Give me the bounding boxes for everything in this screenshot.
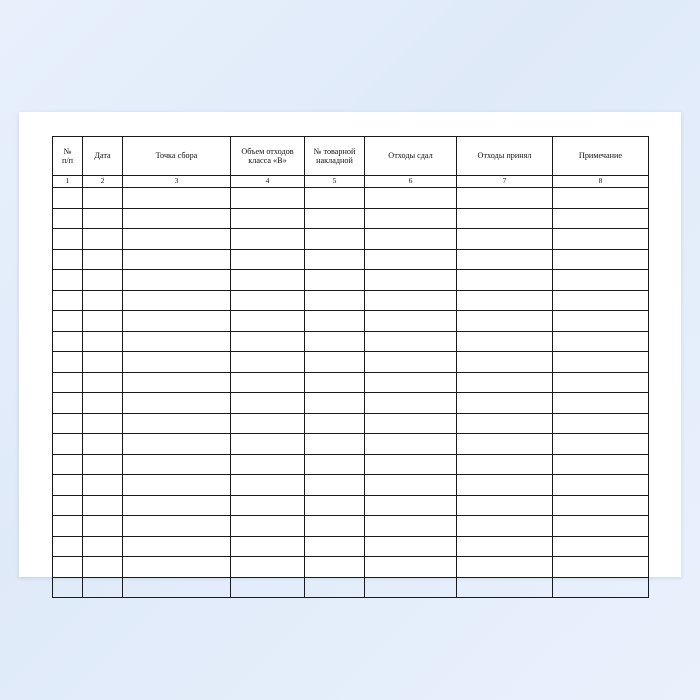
table-cell[interactable] <box>553 413 649 434</box>
table-cell[interactable] <box>123 270 231 291</box>
table-cell[interactable] <box>457 208 553 229</box>
table-cell[interactable] <box>53 352 83 373</box>
table-cell[interactable] <box>553 249 649 270</box>
column-header-waste-received: Отходы принял <box>457 137 553 176</box>
table-cell[interactable] <box>83 229 123 250</box>
table-cell[interactable] <box>53 229 83 250</box>
table-row[interactable] <box>53 249 649 270</box>
table-row[interactable] <box>53 516 649 537</box>
table-cell[interactable] <box>305 290 365 311</box>
table-cell[interactable] <box>83 290 123 311</box>
table-cell[interactable] <box>305 393 365 414</box>
table-cell[interactable] <box>365 249 457 270</box>
table-cell[interactable] <box>365 352 457 373</box>
table-cell[interactable] <box>123 249 231 270</box>
table-cell[interactable] <box>305 229 365 250</box>
table-row[interactable] <box>53 413 649 434</box>
table-cell[interactable] <box>365 434 457 455</box>
table-cell[interactable] <box>53 536 83 557</box>
table-cell[interactable] <box>305 311 365 332</box>
table-cell[interactable] <box>553 495 649 516</box>
table-cell[interactable] <box>231 372 305 393</box>
table-cell[interactable] <box>123 372 231 393</box>
table-cell[interactable] <box>457 311 553 332</box>
table-cell[interactable] <box>365 454 457 475</box>
table-cell[interactable] <box>553 352 649 373</box>
column-header-waste-handed-over: Отходы сдал <box>365 137 457 176</box>
column-header-number-line2: п/п <box>61 156 74 165</box>
table-row[interactable] <box>53 434 649 455</box>
column-header-waste-volume-line1: Объем отходов <box>241 146 294 156</box>
table-cell[interactable] <box>553 372 649 393</box>
table-cell[interactable] <box>231 270 305 291</box>
column-header-waste-volume-line2: класса «В» <box>248 156 287 165</box>
table-cell[interactable] <box>231 577 305 598</box>
column-number-cell: 6 <box>365 176 457 188</box>
table-cell[interactable] <box>365 270 457 291</box>
column-number-cell: 7 <box>457 176 553 188</box>
waste-journal-table <box>52 136 649 598</box>
table-cell[interactable] <box>231 229 305 250</box>
table-cell[interactable] <box>53 516 83 537</box>
table-cell[interactable] <box>553 270 649 291</box>
table-cell[interactable] <box>365 331 457 352</box>
table-cell[interactable] <box>123 393 231 414</box>
table-cell[interactable] <box>305 434 365 455</box>
column-header-remarks: Примечание <box>553 137 649 176</box>
column-header-date: Дата <box>83 137 123 176</box>
table-cell[interactable] <box>457 352 553 373</box>
table-cell[interactable] <box>457 331 553 352</box>
table-cell[interactable] <box>231 352 305 373</box>
table-cell[interactable] <box>83 270 123 291</box>
table-cell[interactable] <box>123 516 231 537</box>
table-cell[interactable] <box>53 290 83 311</box>
table-cell[interactable] <box>457 229 553 250</box>
table-cell[interactable] <box>365 577 457 598</box>
table-cell[interactable] <box>231 208 305 229</box>
table-cell[interactable] <box>83 249 123 270</box>
table-row[interactable] <box>53 229 649 250</box>
table-cell[interactable] <box>553 331 649 352</box>
table-cell[interactable] <box>553 393 649 414</box>
table-cell[interactable] <box>553 454 649 475</box>
table-cell[interactable] <box>305 331 365 352</box>
table-row[interactable] <box>53 372 649 393</box>
table-cell[interactable] <box>231 434 305 455</box>
table-cell[interactable] <box>123 475 231 496</box>
journal-table-wrapper <box>52 136 648 598</box>
table-row[interactable] <box>53 331 649 352</box>
table-cell[interactable] <box>83 475 123 496</box>
table-cell[interactable] <box>231 413 305 434</box>
table-cell[interactable] <box>53 208 83 229</box>
table-cell[interactable] <box>457 516 553 537</box>
table-cell[interactable] <box>305 352 365 373</box>
table-cell[interactable] <box>365 516 457 537</box>
table-cell[interactable] <box>305 188 365 209</box>
table-cell[interactable] <box>231 331 305 352</box>
table-cell[interactable] <box>123 495 231 516</box>
table-cell[interactable] <box>553 536 649 557</box>
table-cell[interactable] <box>83 536 123 557</box>
table-cell[interactable] <box>53 188 83 209</box>
table-cell[interactable] <box>231 475 305 496</box>
table-cell[interactable] <box>123 454 231 475</box>
table-cell[interactable] <box>83 577 123 598</box>
table-cell[interactable] <box>305 372 365 393</box>
table-cell[interactable] <box>83 331 123 352</box>
table-row[interactable] <box>53 311 649 332</box>
column-header-invoice-number <box>305 137 365 176</box>
table-body <box>53 176 649 598</box>
table-cell[interactable] <box>83 208 123 229</box>
table-cell[interactable] <box>83 352 123 373</box>
table-cell[interactable] <box>53 434 83 455</box>
table-cell[interactable] <box>83 188 123 209</box>
table-cell[interactable] <box>231 495 305 516</box>
table-cell[interactable] <box>457 270 553 291</box>
table-cell[interactable] <box>553 577 649 598</box>
table-cell[interactable] <box>553 229 649 250</box>
table-cell[interactable] <box>123 290 231 311</box>
table-cell[interactable] <box>457 434 553 455</box>
table-cell[interactable] <box>365 413 457 434</box>
column-header-invoice-number-line2: накладной <box>316 156 353 165</box>
table-cell[interactable] <box>231 311 305 332</box>
table-cell[interactable] <box>53 413 83 434</box>
table-cell[interactable] <box>553 475 649 496</box>
table-row[interactable] <box>53 536 649 557</box>
table-cell[interactable] <box>365 475 457 496</box>
table-cell[interactable] <box>53 311 83 332</box>
table-row[interactable] <box>53 188 649 209</box>
table-cell[interactable] <box>123 331 231 352</box>
table-cell[interactable] <box>365 495 457 516</box>
table-row[interactable] <box>53 557 649 578</box>
table-cell[interactable] <box>365 290 457 311</box>
table-row[interactable] <box>53 475 649 496</box>
table-cell[interactable] <box>553 434 649 455</box>
table-cell[interactable] <box>53 577 83 598</box>
table-cell[interactable] <box>231 249 305 270</box>
table-cell[interactable] <box>123 413 231 434</box>
column-header-invoice-number-line1: № товарной <box>313 146 356 156</box>
table-cell[interactable] <box>457 393 553 414</box>
table-cell[interactable] <box>123 229 231 250</box>
table-cell[interactable] <box>457 577 553 598</box>
table-cell[interactable] <box>83 413 123 434</box>
table-cell[interactable] <box>53 331 83 352</box>
table-cell[interactable] <box>305 454 365 475</box>
table-cell[interactable] <box>457 188 553 209</box>
table-cell[interactable] <box>231 393 305 414</box>
column-number-cell: 4 <box>231 176 305 188</box>
table-cell[interactable] <box>457 249 553 270</box>
table-cell[interactable] <box>553 208 649 229</box>
table-cell[interactable] <box>365 188 457 209</box>
table-cell[interactable] <box>365 229 457 250</box>
table-cell[interactable] <box>83 557 123 578</box>
table-cell[interactable] <box>457 413 553 434</box>
column-number-cell: 8 <box>553 176 649 188</box>
table-cell[interactable] <box>553 188 649 209</box>
table-cell[interactable] <box>83 516 123 537</box>
table-cell[interactable] <box>457 454 553 475</box>
table-cell[interactable] <box>123 434 231 455</box>
table-cell[interactable] <box>457 557 553 578</box>
table-header <box>53 137 649 176</box>
table-row[interactable] <box>53 577 649 598</box>
table-cell[interactable] <box>231 536 305 557</box>
table-cell[interactable] <box>53 475 83 496</box>
table-cell[interactable] <box>457 372 553 393</box>
table-row[interactable] <box>53 393 649 414</box>
table-row[interactable] <box>53 454 649 475</box>
document-sheet <box>19 112 681 577</box>
table-cell[interactable] <box>123 352 231 373</box>
column-numbers-row <box>53 176 649 188</box>
column-number-cell: 5 <box>305 176 365 188</box>
table-cell[interactable] <box>231 557 305 578</box>
table-cell[interactable] <box>53 557 83 578</box>
table-row[interactable] <box>53 290 649 311</box>
table-cell[interactable] <box>83 311 123 332</box>
table-header-row <box>53 137 649 176</box>
table-cell[interactable] <box>305 516 365 537</box>
table-cell[interactable] <box>53 249 83 270</box>
column-number-cell: 1 <box>53 176 83 188</box>
table-cell[interactable] <box>231 188 305 209</box>
table-row[interactable] <box>53 495 649 516</box>
table-cell[interactable] <box>83 393 123 414</box>
table-cell[interactable] <box>305 557 365 578</box>
table-cell[interactable] <box>53 372 83 393</box>
table-cell[interactable] <box>53 393 83 414</box>
column-header-collection-point: Точка сбора <box>123 137 231 176</box>
column-header-number-line1: № <box>63 146 72 156</box>
table-row[interactable] <box>53 208 649 229</box>
table-cell[interactable] <box>231 516 305 537</box>
table-cell[interactable] <box>553 557 649 578</box>
table-cell[interactable] <box>553 311 649 332</box>
table-cell[interactable] <box>553 290 649 311</box>
table-cell[interactable] <box>457 495 553 516</box>
table-row[interactable] <box>53 270 649 291</box>
table-row[interactable] <box>53 352 649 373</box>
table-cell[interactable] <box>305 208 365 229</box>
table-cell[interactable] <box>123 536 231 557</box>
table-cell[interactable] <box>83 372 123 393</box>
table-cell[interactable] <box>53 454 83 475</box>
table-cell[interactable] <box>365 311 457 332</box>
table-cell[interactable] <box>305 577 365 598</box>
table-cell[interactable] <box>123 577 231 598</box>
table-cell[interactable] <box>365 536 457 557</box>
table-cell[interactable] <box>231 454 305 475</box>
table-cell[interactable] <box>305 536 365 557</box>
table-cell[interactable] <box>83 454 123 475</box>
table-cell[interactable] <box>305 413 365 434</box>
column-header-number <box>53 137 83 176</box>
table-cell[interactable] <box>305 270 365 291</box>
table-cell[interactable] <box>83 434 123 455</box>
table-cell[interactable] <box>457 475 553 496</box>
table-cell[interactable] <box>305 475 365 496</box>
table-cell[interactable] <box>123 311 231 332</box>
table-cell[interactable] <box>365 557 457 578</box>
table-cell[interactable] <box>123 557 231 578</box>
column-number-cell: 2 <box>83 176 123 188</box>
table-cell[interactable] <box>83 495 123 516</box>
table-cell[interactable] <box>53 495 83 516</box>
table-cell[interactable] <box>553 516 649 537</box>
table-cell[interactable] <box>305 495 365 516</box>
table-cell[interactable] <box>365 393 457 414</box>
column-number-cell: 3 <box>123 176 231 188</box>
table-cell[interactable] <box>231 290 305 311</box>
table-cell[interactable] <box>53 270 83 291</box>
table-cell[interactable] <box>457 290 553 311</box>
table-cell[interactable] <box>457 536 553 557</box>
column-header-waste-volume <box>231 137 305 176</box>
table-cell[interactable] <box>123 188 231 209</box>
table-cell[interactable] <box>365 372 457 393</box>
table-cell[interactable] <box>123 208 231 229</box>
table-cell[interactable] <box>305 249 365 270</box>
table-cell[interactable] <box>365 208 457 229</box>
